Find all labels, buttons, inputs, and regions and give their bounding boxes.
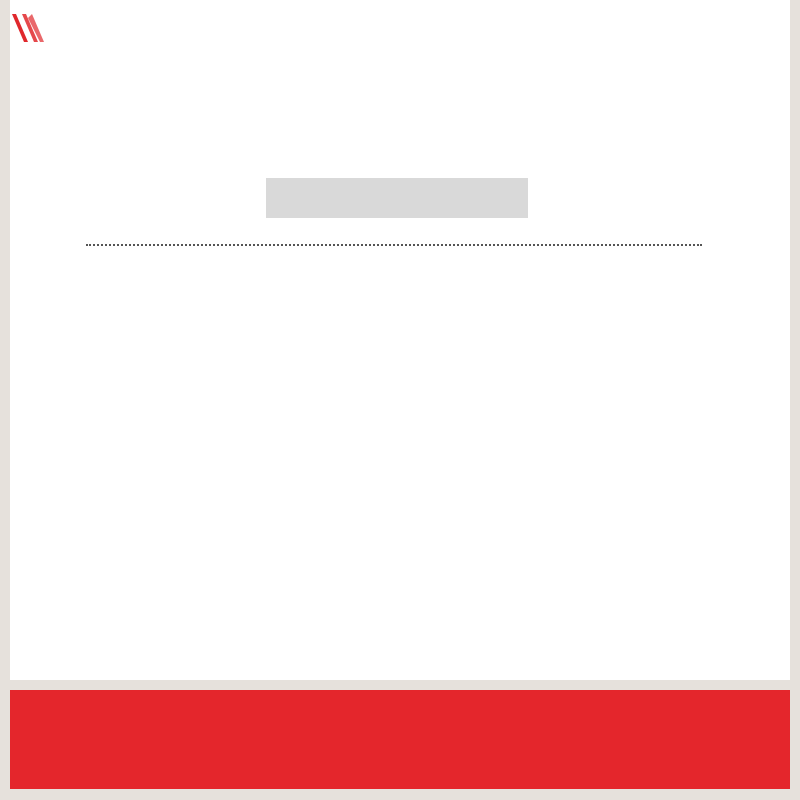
toc-intro (82, 234, 706, 254)
bottom-banner (10, 690, 790, 789)
toc-page (10, 0, 790, 680)
leader-dots (86, 242, 702, 246)
brand-logo (8, 8, 52, 48)
section-heading (266, 178, 528, 218)
book-logo-icon (8, 8, 48, 48)
